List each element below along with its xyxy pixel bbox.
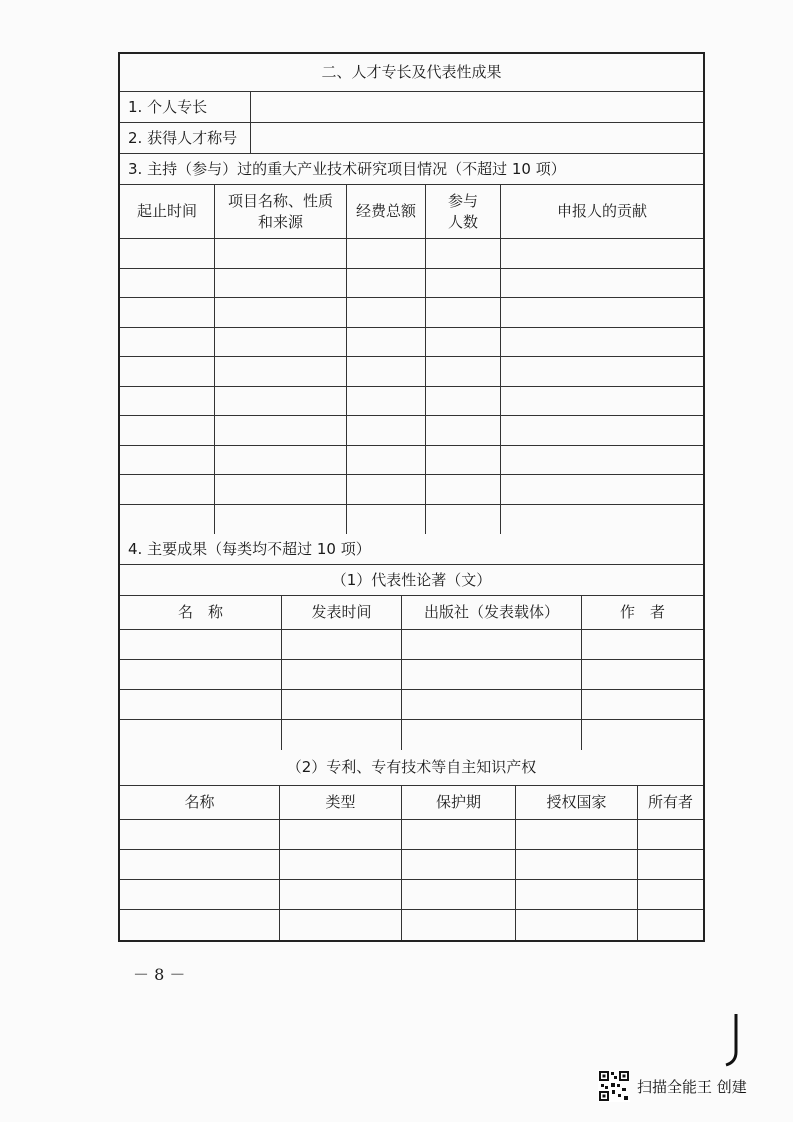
table-cell[interactable] (402, 880, 516, 909)
personal-expertise-row (120, 92, 703, 123)
table-cell[interactable] (120, 387, 215, 416)
ip-rows (120, 820, 703, 940)
table-cell[interactable] (501, 446, 703, 475)
table-cell[interactable] (120, 298, 215, 327)
col-participants-line1: 参与 (447, 192, 478, 211)
col-project-name (215, 185, 347, 238)
ip-row (120, 820, 703, 850)
publications-rows (120, 630, 703, 750)
table-cell[interactable] (426, 416, 501, 445)
achievements-section-row (120, 534, 703, 565)
projects-section-row (120, 154, 703, 185)
projects-section-label: 3. 主持（参与）过的重大产业技术研究项目情况（不超过 10 项） (128, 159, 566, 178)
personal-expertise-field[interactable] (251, 92, 703, 122)
table-cell[interactable] (582, 690, 703, 719)
table-cell[interactable] (120, 630, 282, 659)
col-project-name-line1: 项目名称、性质 (227, 192, 333, 211)
table-cell[interactable] (280, 910, 402, 940)
form-title: 二、人才专长及代表性成果 (321, 63, 502, 82)
table-cell[interactable] (215, 416, 347, 445)
publications-header-row (120, 596, 703, 630)
table-cell[interactable] (215, 387, 347, 416)
table-cell[interactable] (215, 446, 347, 475)
table-cell[interactable] (120, 720, 282, 750)
table-cell[interactable] (582, 720, 703, 750)
projects-header-row (120, 185, 703, 239)
table-cell[interactable] (638, 820, 703, 849)
table-cell[interactable] (426, 239, 501, 268)
col-ip-owner: 所有者 (647, 793, 693, 812)
table-cell[interactable] (282, 630, 402, 659)
col-pub-name: 名 称 (120, 596, 282, 629)
table-cell[interactable] (402, 910, 516, 940)
table-cell[interactable] (215, 328, 347, 357)
table-cell[interactable] (215, 475, 347, 504)
publication-row (120, 690, 703, 720)
table-cell[interactable] (120, 660, 282, 689)
form-title-row (120, 54, 703, 92)
table-cell[interactable] (347, 269, 426, 298)
table-cell[interactable] (501, 387, 703, 416)
col-ip-type: 类型 (280, 786, 402, 819)
table-cell[interactable] (282, 690, 402, 719)
table-cell[interactable] (215, 239, 347, 268)
col-ip-name: 名称 (120, 786, 280, 819)
table-cell[interactable] (516, 880, 638, 909)
table-cell[interactable] (426, 328, 501, 357)
table-cell[interactable] (120, 910, 280, 940)
talent-title-field[interactable] (251, 123, 703, 153)
talent-title-row (120, 123, 703, 154)
table-cell[interactable] (347, 505, 426, 535)
table-cell[interactable] (347, 357, 426, 386)
col-pub-date: 发表时间 (282, 596, 402, 629)
table-cell[interactable] (120, 357, 215, 386)
table-cell[interactable] (501, 239, 703, 268)
table-cell[interactable] (347, 298, 426, 327)
ip-row (120, 880, 703, 910)
project-row (120, 446, 703, 476)
table-cell[interactable] (501, 269, 703, 298)
table-cell[interactable] (120, 446, 215, 475)
talent-form (118, 52, 705, 942)
table-cell[interactable] (516, 820, 638, 849)
project-row (120, 328, 703, 358)
table-cell[interactable] (347, 239, 426, 268)
table-cell[interactable] (516, 850, 638, 879)
table-cell[interactable] (120, 475, 215, 504)
table-cell[interactable] (215, 357, 347, 386)
publications-subtitle-row (120, 565, 703, 596)
table-cell[interactable] (402, 690, 582, 719)
achievements-section-label: 4. 主要成果（每类均不超过 10 项） (128, 539, 371, 558)
table-cell[interactable] (516, 910, 638, 940)
table-cell[interactable] (347, 446, 426, 475)
table-cell[interactable] (347, 416, 426, 445)
table-cell[interactable] (280, 880, 402, 909)
table-cell[interactable] (426, 505, 501, 535)
project-row (120, 269, 703, 299)
col-author: 作 者 (619, 603, 665, 622)
publication-row (120, 660, 703, 690)
project-row (120, 387, 703, 417)
table-cell[interactable] (501, 328, 703, 357)
projects-rows (120, 239, 703, 534)
col-funding: 经费总额 (347, 185, 426, 238)
table-cell[interactable] (347, 475, 426, 504)
publication-row (120, 720, 703, 750)
publications-subtitle: （1）代表性论著（文） (331, 570, 492, 589)
table-cell[interactable] (501, 357, 703, 386)
table-cell[interactable] (120, 269, 215, 298)
table-cell[interactable] (426, 269, 501, 298)
table-cell[interactable] (402, 630, 582, 659)
table-cell[interactable] (280, 820, 402, 849)
project-row (120, 298, 703, 328)
table-cell[interactable] (501, 416, 703, 445)
table-cell[interactable] (501, 298, 703, 327)
ip-row (120, 850, 703, 880)
table-cell[interactable] (347, 328, 426, 357)
col-contribution: 申报人的贡献 (556, 202, 647, 221)
col-participants (426, 185, 501, 238)
table-cell[interactable] (402, 820, 516, 849)
table-cell[interactable] (280, 850, 402, 879)
project-row (120, 416, 703, 446)
table-cell[interactable] (120, 850, 280, 879)
table-cell[interactable] (120, 416, 215, 445)
table-cell[interactable] (402, 850, 516, 879)
project-row (120, 475, 703, 505)
personal-expertise-label: 1. 个人专长 (120, 92, 251, 122)
table-cell[interactable] (347, 387, 426, 416)
talent-title-label: 2. 获得人才称号 (120, 123, 251, 153)
ip-header-row (120, 786, 703, 820)
table-cell[interactable] (638, 850, 703, 879)
margin-mark-icon (722, 1012, 744, 1067)
col-project-name-line2: 和来源 (257, 212, 303, 231)
table-cell[interactable] (426, 357, 501, 386)
table-cell[interactable] (402, 660, 582, 689)
table-cell[interactable] (282, 660, 402, 689)
col-publisher: 出版社（发表载体） (402, 596, 582, 629)
project-row (120, 505, 703, 535)
project-row (120, 357, 703, 387)
table-cell[interactable] (215, 298, 347, 327)
table-cell[interactable] (426, 387, 501, 416)
table-cell[interactable] (638, 880, 703, 909)
page-number: － 8 － (133, 965, 186, 984)
table-cell[interactable] (282, 720, 402, 750)
col-ip-country: 授权国家 (516, 786, 638, 819)
col-ip-protection: 保护期 (402, 786, 516, 819)
ip-subtitle: （2）专利、专有技术等自主知识产权 (286, 758, 537, 777)
col-participants-line2: 人数 (447, 212, 478, 231)
table-cell[interactable] (426, 298, 501, 327)
col-period: 起止时间 (120, 185, 215, 238)
watermark-text: 扫描全能王 创建 (637, 1078, 747, 1096)
ip-subtitle-row (120, 750, 703, 786)
table-cell[interactable] (120, 239, 215, 268)
table-cell[interactable] (402, 720, 582, 750)
table-cell[interactable] (638, 910, 703, 940)
table-cell[interactable] (120, 690, 282, 719)
project-row (120, 239, 703, 269)
table-cell[interactable] (120, 328, 215, 357)
table-cell[interactable] (215, 505, 347, 535)
qr-code-icon (598, 1070, 630, 1102)
table-cell[interactable] (501, 475, 703, 504)
table-cell[interactable] (120, 880, 280, 909)
table-cell[interactable] (426, 446, 501, 475)
table-cell[interactable] (215, 269, 347, 298)
table-cell[interactable] (582, 630, 703, 659)
table-cell[interactable] (120, 820, 280, 849)
table-cell[interactable] (426, 475, 501, 504)
table-cell[interactable] (501, 505, 703, 535)
table-cell[interactable] (582, 660, 703, 689)
publication-row (120, 630, 703, 660)
ip-row (120, 910, 703, 940)
table-cell[interactable] (120, 505, 215, 535)
